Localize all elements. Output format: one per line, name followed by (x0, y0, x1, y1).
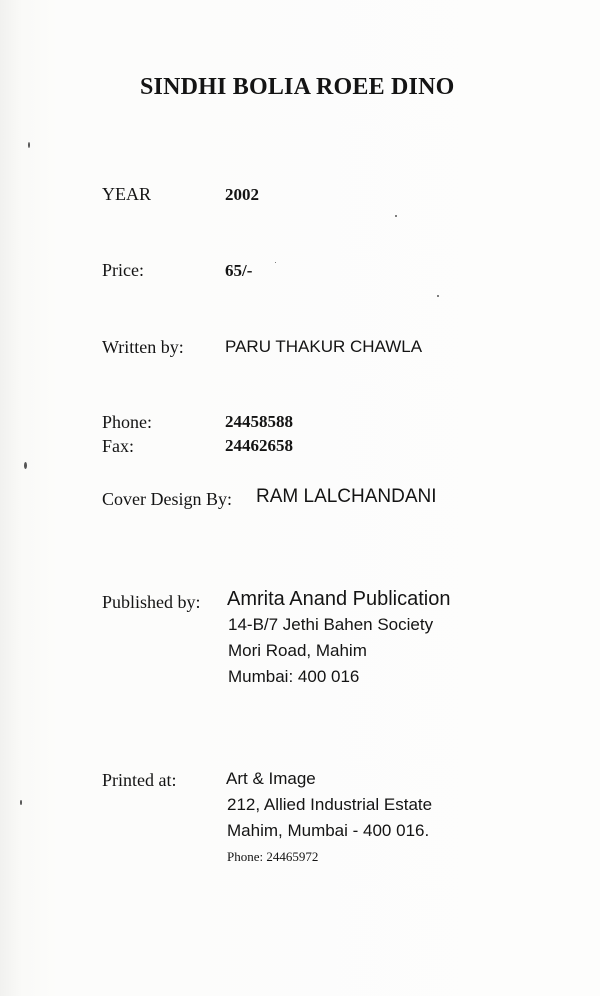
publisher-address-line-1: 14-B/7 Jethi Bahen Society (228, 615, 434, 634)
publisher-name: Amrita Anand Publication (227, 588, 451, 610)
book-title: SINDHI BOLIA ROEE DINO (140, 74, 455, 100)
printed-at-label: Printed at: (102, 770, 177, 790)
cover-designer-name: RAM LALCHANDANI (256, 486, 437, 507)
written-by-label: Written by: (102, 337, 184, 357)
printer-address-line-1: 212, Allied Industrial Estate (227, 795, 433, 814)
printer-name: Art & Image (226, 769, 316, 788)
price-value: 65/- (225, 261, 253, 280)
fax-value: 24462658 (225, 436, 293, 455)
publisher-address-line-3: Mumbai: 400 016 (228, 667, 360, 686)
phone-value: 24458588 (225, 412, 293, 431)
year-value: 2002 (225, 185, 259, 204)
fax-label: Fax: (102, 436, 135, 456)
phone-label: Phone: (102, 412, 153, 432)
year-label: YEAR (102, 184, 151, 204)
cover-design-label: Cover Design By: (102, 489, 232, 509)
author-name: PARU THAKUR CHAWLA (225, 337, 423, 356)
printer-address-line-2: Mahim, Mumbai - 400 016. (227, 821, 430, 840)
publisher-address-line-2: Mori Road, Mahim (228, 641, 367, 660)
price-label: Price: (102, 260, 144, 280)
published-by-label: Published by: (102, 592, 201, 612)
printer-phone: Phone: 24465972 (227, 849, 319, 864)
